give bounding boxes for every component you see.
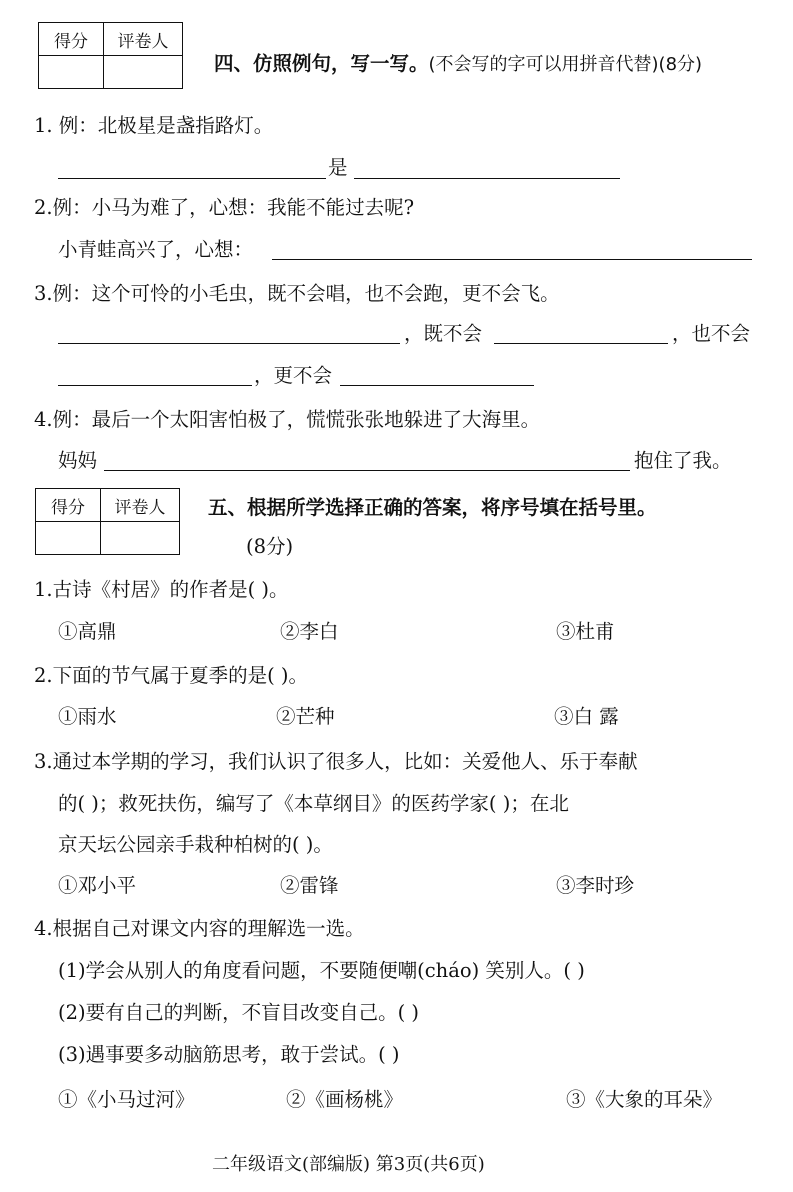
s4-q3-blank-4[interactable]	[340, 385, 534, 386]
s5-q3-line-1: 3.通过本学期的学习，我们认识了很多人，比如：关爱他人、乐于奉献	[34, 750, 638, 773]
s5-q3-line-3: 京天坛公园亲手栽种柏树的( )。	[58, 833, 333, 856]
s5-q4-item-2: (2)要有自己的判断，不盲目改变自己。( )	[58, 1001, 420, 1024]
grader-cell[interactable]	[101, 522, 180, 555]
s5-q2-option-1: ①雨水	[58, 705, 117, 728]
score-label: 得分	[36, 489, 101, 522]
s4-q1-prompt: 1. 例：北极星是盏指路灯。	[34, 114, 274, 137]
s5-q4-item-1: (1)学会从别人的角度看问题，不要随便嘲(cháo) 笑别人。( )	[58, 959, 585, 982]
s5-q1-option-3: ③杜甫	[556, 620, 615, 643]
score-cell[interactable]	[36, 522, 101, 555]
s4-q3-blank-3[interactable]	[58, 385, 252, 386]
grader-cell[interactable]	[104, 56, 183, 89]
s5-q3-option-3: ③李时珍	[556, 874, 635, 897]
s4-q4-blank[interactable]	[104, 470, 630, 471]
s5-q3-option-2: ②雷锋	[280, 874, 339, 897]
s4-q1-blank-1[interactable]	[58, 178, 326, 179]
s4-q1-blank-2[interactable]	[354, 178, 620, 179]
score-label: 得分	[39, 23, 104, 56]
s4-q1-mid: 是	[328, 156, 348, 179]
s5-q4-item-3: (3)遇事要多动脑筋思考，敢于尝试。( )	[58, 1043, 400, 1066]
s4-q2-prompt: 2.例：小马为难了，心想：我能不能过去呢?	[34, 196, 415, 219]
grader-label: 评卷人	[101, 489, 180, 522]
score-cell[interactable]	[39, 56, 104, 89]
s5-q1-option-2: ②李白	[280, 620, 339, 643]
s4-q3-p2: ，也不会	[672, 322, 751, 345]
s4-q2-blank[interactable]	[272, 259, 752, 260]
s5-q2-option-3: ③白 露	[554, 705, 619, 728]
s5-q3-line-2: 的( )；救死扶伤，编写了《本草纲目》的医药学家( )；在北	[58, 792, 569, 815]
score-box-section4	[38, 22, 183, 89]
score-box-section5	[35, 488, 180, 555]
section5-title: 五、根据所学选择正确的答案，将序号填在括号里。	[208, 496, 657, 519]
s5-q1-option-1: ①高鼎	[58, 620, 117, 643]
page-footer: 二年级语文(部编版) 第3页(共6页)	[212, 1154, 485, 1175]
grader-label: 评卷人	[104, 23, 183, 56]
s4-q4-lead: 妈妈	[58, 449, 98, 472]
section4-title: 四、仿照例句，写一写。(不会写的字可以用拼音代替)(8分)	[214, 52, 703, 75]
s5-q4-option-3: ③《大象的耳朵》	[566, 1088, 723, 1111]
section5-points: (8分)	[246, 535, 294, 558]
s4-q4-tail: 抱住了我。	[634, 449, 732, 472]
s4-q2-lead: 小青蛙高兴了，心想：	[58, 238, 254, 261]
s4-q3-blank-2[interactable]	[494, 343, 668, 344]
s4-q3-blank-1[interactable]	[58, 343, 400, 344]
s5-q2-prompt: 2.下面的节气属于夏季的是( )。	[34, 664, 309, 687]
s5-q1-prompt: 1.古诗《村居》的作者是( )。	[34, 578, 289, 601]
section4-note: (不会写的字可以用拼音代替)(8分)	[428, 54, 703, 75]
s5-q4-option-2: ②《画杨桃》	[286, 1088, 404, 1111]
s5-q4-option-1: ①《小马过河》	[58, 1088, 195, 1111]
s5-q4-prompt: 4.根据自己对课文内容的理解选一选。	[34, 917, 365, 940]
s5-q2-option-2: ②芒种	[276, 705, 335, 728]
s4-q3-prompt: 3.例：这个可怜的小毛虫，既不会唱，也不会跑，更不会飞。	[34, 282, 560, 305]
s4-q3-p1: ，既不会	[404, 322, 483, 345]
s4-q3-p3: ，更不会	[254, 364, 333, 387]
s4-q4-prompt: 4.例：最后一个太阳害怕极了，慌慌张张地躲进了大海里。	[34, 408, 541, 431]
s5-q3-option-1: ①邓小平	[58, 874, 137, 897]
